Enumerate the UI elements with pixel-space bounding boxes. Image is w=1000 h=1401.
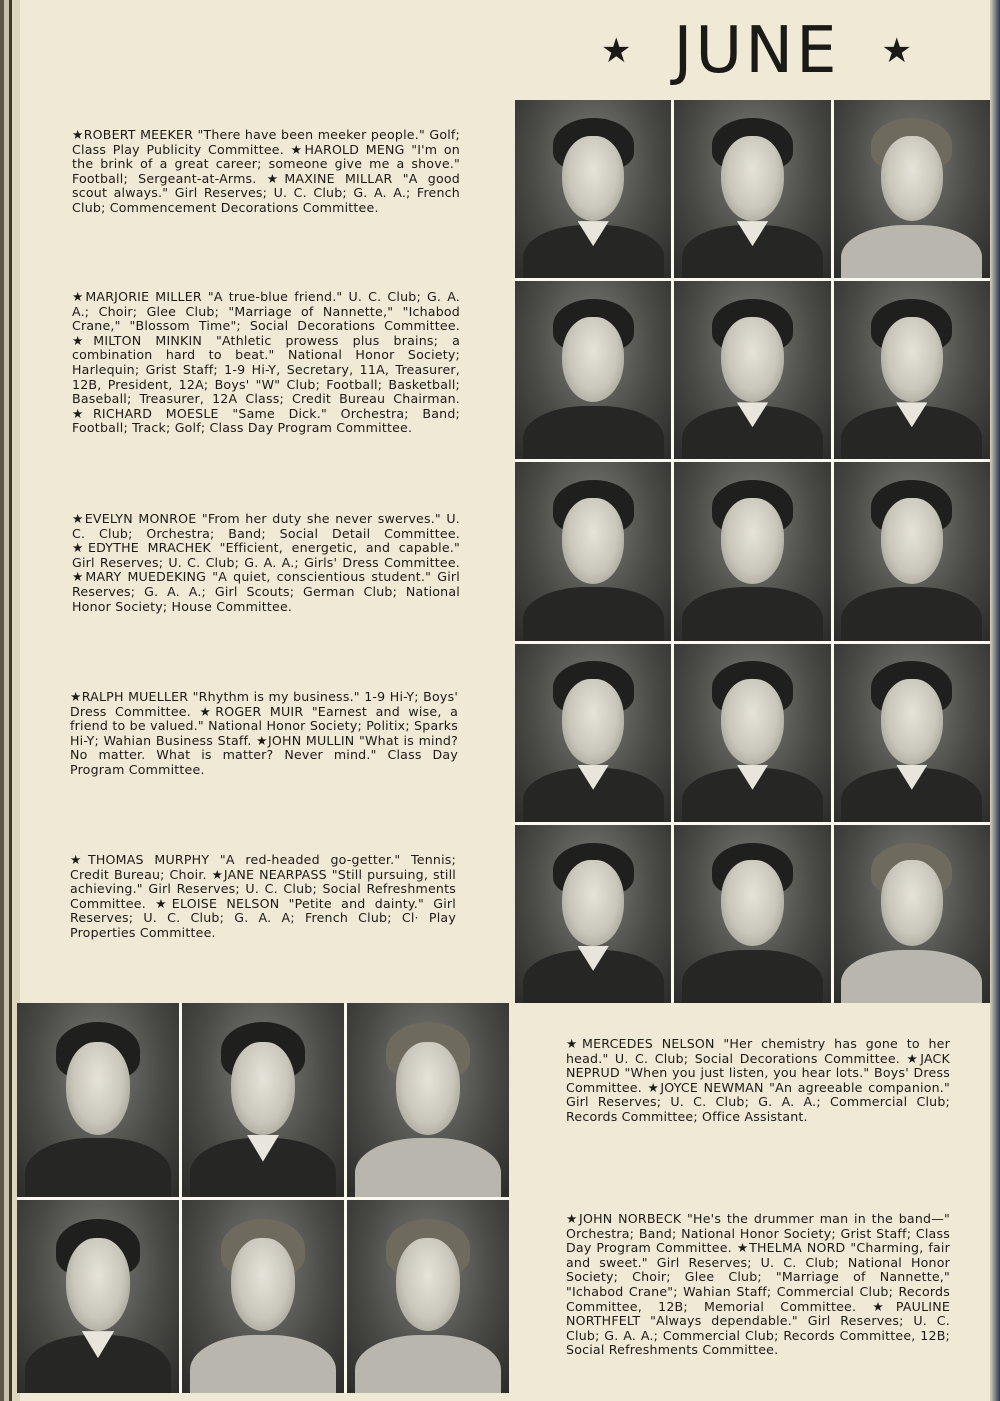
- portrait-photo: [347, 1200, 509, 1394]
- entry-block-3: ★EVELYN MONROE "From her duty she never swerves." U. C. Club; Orchestra; Band; Social Detail Committee. ★EDYTHE MRACHEK "Efficient, energetic, and capable." Girl Reserves; U. C. Club; G. A. A.; Girls' Dress Committee. ★MARY MUEDEKING "A quiet, conscientious student." Girl Reserves; G. A. A.; Girl Scouts; German Club; National Honor Society; House Committee.: [72, 511, 460, 614]
- portrait-photo: [515, 825, 671, 1003]
- portrait-photo: [347, 1003, 509, 1197]
- portrait-photo: [834, 825, 990, 1003]
- page-header: [601, 16, 912, 86]
- portrait-photo: [674, 100, 830, 278]
- portrait-photo: [182, 1200, 344, 1394]
- portrait-photo: [515, 462, 671, 640]
- portrait-grid-left: [17, 1003, 509, 1393]
- portrait-photo: [182, 1003, 344, 1197]
- entry-block-7: ★JOHN NORBECK "He's the drummer man in the band—" Orchestra; Band; National Honor Society; Grist Staff; Class Day Program Committee. ★THELMA NORD "Charming, fair and sweet." Girl Reserves; U. C. Club; National Honor Society; Choir; Glee Club; "Marriage of Nannette," "Ichabod Crane"; Wahian Staff; Commercial Club; Records Committee, 12B; Memorial Committee. ★PAULINE NORTHFELT "Always dependable." Girl Reserves; U. C. Club; G. A. A.; Commercial Club; Records Committee, 12B; Social Refreshments Committee.: [566, 1211, 950, 1358]
- entry-block-4: ★RALPH MUELLER "Rhythm is my business." 1-9 Hi-Y; Boys' Dress Committee. ★ROGER MUIR "Earnest and wise, a friend to be valued." National Honor Society; Politix; Sparks Hi-Y; Wahian Business Staff. ★JOHN MULLIN "What is mind? No matter. What is matter? Never mind." Class Day Program Committee.: [70, 689, 458, 777]
- entry-block-1: ★ROBERT MEEKER "There have been meeker people." Golf; Class Play Publicity Committee. ★HAROLD MENG "I'm on the brink of a great career; someone give me a shove." Football; Sergeant-at-Arms. ★MAXINE MILLAR "A good scout always." Girl Reserves; U. C. Club; G. A. A.; French Club; Commencement Decorations Committee.: [72, 127, 460, 215]
- portrait-photo: [17, 1003, 179, 1197]
- month-title: JUNE: [673, 14, 840, 88]
- portrait-photo: [515, 281, 671, 459]
- portrait-photo: [834, 100, 990, 278]
- star-icon: ★: [881, 31, 912, 71]
- portrait-photo: [834, 462, 990, 640]
- star-icon: ★: [601, 31, 632, 71]
- portrait-photo: [515, 644, 671, 822]
- portrait-photo: [17, 1200, 179, 1394]
- entry-block-6: ★MERCEDES NELSON "Her chemistry has gone to her head." U. C. Club; Social Decorations Committee. ★JACK NEPRUD "When you just listen, you hear lots." Boys' Dress Committee. ★JOYCE NEWMAN "An agreeable companion." Girl Reserves; U. C. Club; G. A. A.; Commercial Club; Records Committee; Office Assistant.: [566, 1036, 950, 1124]
- entry-block-2: ★MARJORIE MILLER "A true-blue friend." U. C. Club; G. A. A.; Choir; Glee Club; "Marriage of Nannette," "Ichabod Crane," "Blossom Time"; Social Decorations Committee. ★MILTON MINKIN "Athletic prowess plus brains; a combination hard to beat." National Honor Society; Harlequin; Grist Staff; 1-9 Hi-Y, Secretary, 11A, Treasurer, 12B, President, 12A; Boys' "W" Club; Football; Basketball; Baseball; Treasurer, 12A Class; Credit Bureau Chairman. ★RICHARD MOESLE "Same Dick." Orchestra; Band; Football; Track; Golf; Class Day Program Committee.: [72, 289, 460, 436]
- page-right-edge: [990, 0, 1000, 1401]
- portrait-photo: [515, 100, 671, 278]
- portrait-photo: [834, 644, 990, 822]
- portrait-photo: [674, 462, 830, 640]
- portrait-photo: [674, 281, 830, 459]
- portrait-photo: [674, 825, 830, 1003]
- entry-block-5: ★THOMAS MURPHY "A red-headed go-getter." Tennis; Credit Bureau; Choir. ★JANE NEARPASS "Still pursuing, still achieving." Girl Reserves; U. C. Club; Social Refreshments Committee. ★ELOISE NELSON "Petite and dainty." Girl Reserves; U. C. Club; G. A. A; French Club; Cl· Play Properties Committee.: [70, 852, 456, 940]
- portrait-photo: [674, 644, 830, 822]
- portrait-photo: [834, 281, 990, 459]
- portrait-grid-right: [515, 100, 990, 1003]
